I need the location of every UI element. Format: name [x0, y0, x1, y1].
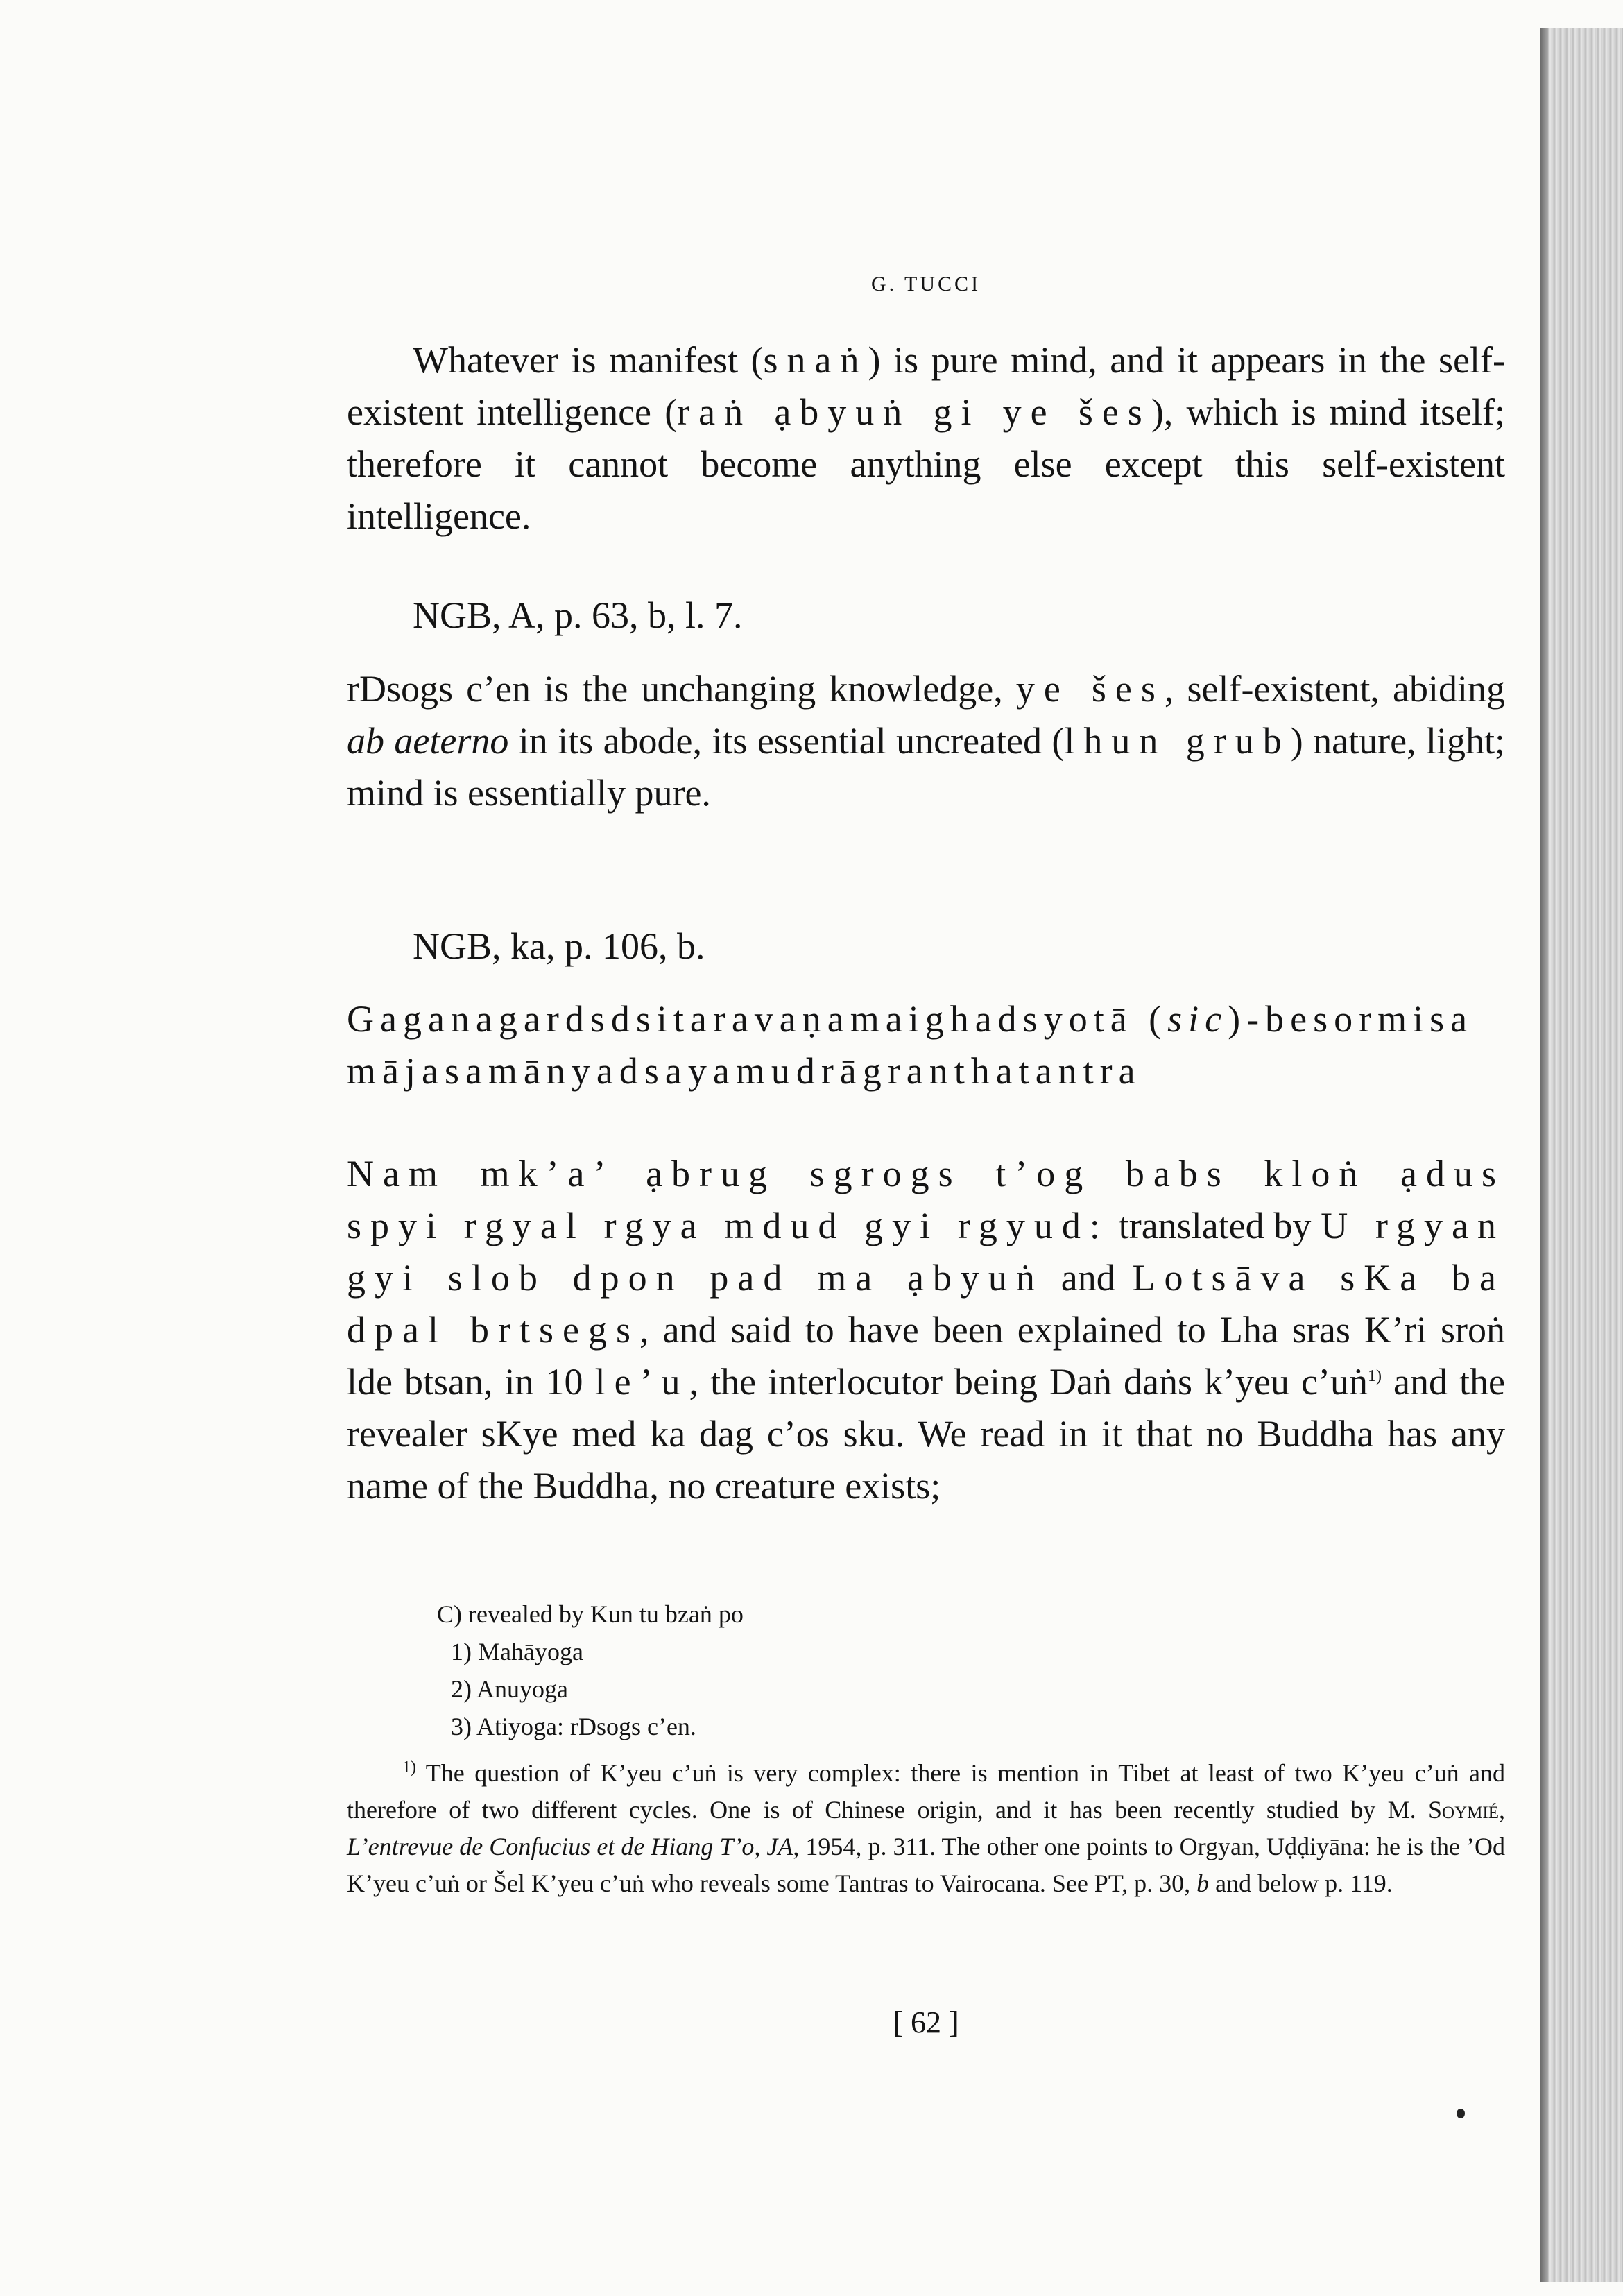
list-item: C) revealed by Kun tu bzaṅ po [437, 1600, 744, 1628]
running-header: G. TUCCI [870, 273, 981, 295]
paragraph-rdsogs: rDsogs c’en is the unchanging knowledge, ye šes, self-existent, abiding ab aeterno in its abode, its essential uncreated (lhun grub) nature, light; mind is essentially pure. [347, 668, 1506, 814]
paragraph-manifest: Whatever is manifest (snaṅ) is pure mind, and it appears in the self-existent intelligence (raṅ ạbyuṅ gi ye šes), which is mind itself; therefore it cannot become anything else except this self-existent intelligence. [347, 339, 1506, 537]
reference-heading-2: NGB, ka, p. 106, b. [413, 925, 705, 967]
classification-list [437, 1595, 1408, 1745]
reference-heading-1: NGB, A, p. 63, b, l. 7. [413, 594, 743, 636]
scanned-page-edge [1540, 28, 1623, 2282]
list-item: 3) Atiyoga: rDsogs c’en. [451, 1713, 696, 1740]
paragraph-tibetan-title: Nam mk’a’ ạbrug sgrogs t’og babs kloṅ ạdus spyi rgyal rgya mdud gyi rgyud: translated by U rgyan gyi slob dpon pad ma ạbyuṅ and Lotsāva sKa ba dpal brtsegs, and said to have been explained to Lha sras K’ri sroṅ lde btsan, in 10 le’u, the interlocutor being Daṅ daṅs k’yeu c’uṅ$^{1)}$ and the revealer sKye med ka dag c’os sku. We read in it that no Buddha has any name of the Buddha, no creature exists; [347, 1153, 1506, 1507]
page-number: [ 62 ] [893, 2005, 959, 2039]
footnote-reference: 1) [1367, 1367, 1382, 1385]
list-item: 1) Mahāyoga [451, 1638, 583, 1665]
ink-spot [1457, 2109, 1465, 2118]
footnote: $^{1)}$ The question of K’yeu c’uṅ is very complex: there is mention in Tibet at least of two K’yeu c’uṅ and therefore of two different cycles. One is of Chinese origin, and it has been recently studied by M. Soymié, L’entrevue de Confucius et de Hiang T’o, JA, 1954, p. 311. The other one points to Orgyan, Uḍḍiyāna: he is the ’Od K’yeu c’uṅ or Šel K’yeu c’uṅ who reveals some Tantras to Vairocana. See PT, p. 30, b and below p. 119. [347, 1758, 1505, 1897]
page [347, 0, 1505, 2296]
list-item: 2) Anuyoga [451, 1675, 568, 1703]
sanskrit-title: Gaganagardsdsitaravaṇamaighadsyotā (sic)-besormisamājasamānyadsayamudrāgranthatantra [347, 998, 1474, 1092]
